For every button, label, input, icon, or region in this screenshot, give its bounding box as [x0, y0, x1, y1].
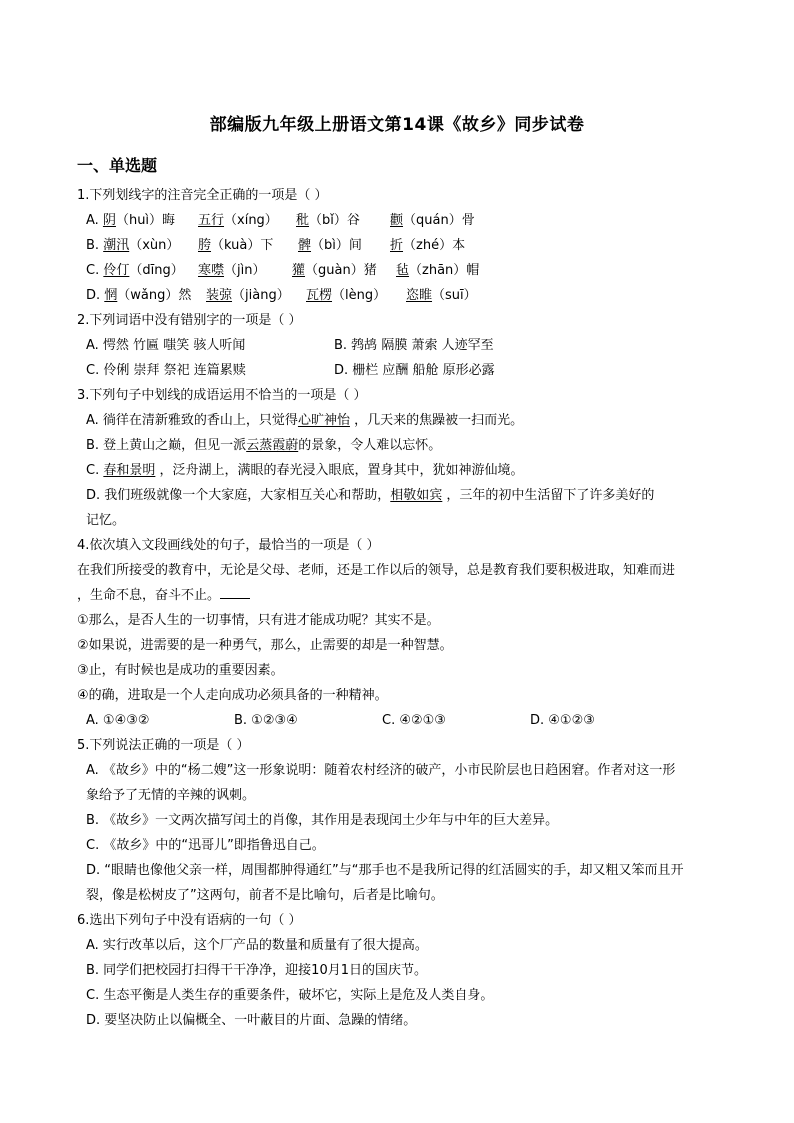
- q3-c-text2: ，泛舟湖上，满眼的春光浸入眼底，置身其中，犹如神游仙境。: [155, 463, 524, 478]
- q5-option-a[interactable]: A. 《故乡》中的“杨二嫂”这一形象说明：随着农村经济的破产，小市民阶层也日趋困窘。作者对这一形: [86, 763, 676, 778]
- q4-option-c[interactable]: C. ④②①③: [382, 713, 446, 728]
- q1-c-word4: 毡: [396, 263, 410, 278]
- q1-b-word1: 潮汛: [103, 238, 130, 253]
- q1-b-reading3: （bì）间: [311, 238, 362, 253]
- q6-option-d[interactable]: D. 要坚决防止以偏概全、一叶蔽目的片面、急躁的情绪。: [86, 1013, 417, 1028]
- q1-option-b[interactable]: [86, 236, 179, 256]
- q4-sentence-2: ②如果说，进需要的是一种勇气，那么，止需要的却是一种智慧。: [77, 638, 453, 653]
- q5-option-b[interactable]: B. 《故乡》一文两次描写闰土的肖像，其作用是表现闰土少年与中年的巨大差异。: [86, 813, 559, 828]
- q3-d-idiom: 相敬如宾: [390, 488, 443, 503]
- q1-c-prefix: C.: [86, 263, 104, 278]
- q1-option-d[interactable]: [86, 286, 191, 306]
- page-title: 部编版九年级上册语文第14课《故乡》同步试卷: [209, 115, 585, 135]
- q3-b-text2: 的景象，令人难以忘怀。: [298, 438, 442, 453]
- q4-passage-line2: [77, 586, 250, 606]
- q6-option-b[interactable]: B. 同学们把校园打扫得干干净净，迎接10月1日的国庆节。: [86, 963, 427, 978]
- q1-d-reading1: （wǎng）然: [117, 288, 192, 303]
- q2-option-a[interactable]: A. 愕然 竹匾 嗤笑 骇人听闻: [86, 338, 246, 353]
- q3-a-text1: A. 徜徉在清新雅致的香山上，只觉得: [86, 413, 298, 428]
- q5-option-a-cont: 象给予了无情的辛辣的讽刺。: [86, 788, 256, 803]
- q1-b-word2: 胯: [198, 238, 212, 253]
- q1-a-word3: 秕: [296, 213, 310, 228]
- q1-a-word2: 五行: [198, 213, 225, 228]
- q4-passage-text: ，生命不息，奋斗不止。: [77, 588, 221, 603]
- q3-option-d[interactable]: [86, 486, 654, 506]
- q4-sentence-1: ①那么，是否人生的一切事情，只有进才能成功呢？其实不是。: [77, 613, 440, 628]
- q1-a-item3: [296, 211, 360, 231]
- q1-b-reading2: （kuà）下: [211, 238, 274, 253]
- q1-d-word3: 瓦楞: [306, 288, 333, 303]
- q4-option-b[interactable]: B. ①②③④: [234, 713, 298, 728]
- q4-sentence-3: ③止，有时候也是成功的重要因素。: [77, 663, 284, 678]
- q1-a-reading2: （xíng）: [224, 213, 278, 228]
- q4-option-a[interactable]: A. ①④③②: [86, 713, 150, 728]
- q3-option-d-cont: 记忆。: [86, 513, 126, 528]
- q3-option-a[interactable]: [86, 411, 523, 431]
- q1-c-item4: [396, 261, 479, 281]
- q1-c-item2: [198, 261, 265, 281]
- q1-stem: 1.下列划线字的注音完全正确的一项是（ ）: [77, 188, 328, 203]
- q6-option-c[interactable]: C. 生态平衡是人类生存的重要条件，破坏它，实际上是危及人类自身。: [86, 988, 494, 1003]
- q3-a-text2: ，几天来的焦躁被一扫而光。: [349, 413, 524, 428]
- q1-b-word3: 髀: [298, 238, 312, 253]
- q4-sentence-4: ④的确，进取是一个人走向成功必须具备的一种精神。: [77, 688, 388, 703]
- q1-c-word1: 伶仃: [103, 263, 130, 278]
- q3-c-idiom: 春和景明: [103, 463, 156, 478]
- q1-option-c[interactable]: [86, 261, 184, 281]
- q1-a-reading3: （bǐ）谷: [309, 213, 360, 228]
- q1-b-reading4: （zhé）本: [403, 238, 466, 253]
- q1-b-word4: 折: [390, 238, 404, 253]
- q1-a-word1: 阴: [102, 213, 116, 228]
- q1-a-item4: [390, 211, 475, 231]
- q1-d-item3: [306, 286, 386, 306]
- q2-stem: 2.下列词语中没有错别字的一项是（ ）: [77, 313, 302, 328]
- q5-option-d-cont: 裂，像是松树皮了”这两句，前者不是比喻句，后者是比喻句。: [86, 888, 444, 903]
- q1-d-reading2: （jiàng）: [232, 288, 290, 303]
- q5-option-c[interactable]: C. 《故乡》中的“迅哥儿”即指鲁迅自己。: [86, 838, 325, 853]
- q1-d-word4: 恣睢: [406, 288, 433, 303]
- q4-option-d[interactable]: D. ④①②③: [530, 713, 595, 728]
- q1-a-word4: 颧: [390, 213, 404, 228]
- q4-stem: 4.依次填入文段画线处的句子，最恰当的一项是（ ）: [77, 538, 380, 553]
- q1-d-reading3: （lèng）: [332, 288, 387, 303]
- q1-option-a[interactable]: [86, 211, 175, 231]
- q3-d-text2: ，三年的初中生活留下了许多美好的: [442, 488, 655, 503]
- section-heading: 一、单选题: [77, 156, 158, 175]
- q1-d-item4: [406, 286, 477, 306]
- q1-a-item2: [198, 211, 278, 231]
- q6-stem: 6.选出下列句子中没有语病的一句（ ）: [77, 913, 302, 928]
- q1-c-reading2: （jìn）: [224, 263, 266, 278]
- q1-c-word2: 寒噤: [198, 263, 225, 278]
- q1-c-reading3: （guàn）猪: [305, 263, 377, 278]
- q1-c-reading1: （dīng）: [129, 263, 184, 278]
- q1-d-reading4: （suī）: [432, 288, 477, 303]
- q3-b-idiom: 云蒸霞蔚: [246, 438, 299, 453]
- q3-option-b[interactable]: [86, 436, 441, 456]
- q1-b-reading1: （xùn）: [129, 238, 180, 253]
- q1-b-item3: [298, 236, 362, 256]
- q5-stem: 5.下列说法正确的一项是（ ）: [77, 738, 250, 753]
- q4-fill-blank: [220, 586, 250, 599]
- q2-option-b[interactable]: B. 鹁鸪 隔膜 萧索 人迹罕至: [334, 338, 494, 353]
- q1-c-word3: 獾: [292, 263, 306, 278]
- q1-b-item4: [390, 236, 465, 256]
- q1-a-reading4: （quán）骨: [403, 213, 475, 228]
- q1-c-item3: [292, 261, 377, 281]
- q3-c-text1: C.: [86, 463, 104, 478]
- q1-c-reading4: （zhān）帽: [409, 263, 480, 278]
- q6-option-a[interactable]: A. 实行改革以后，这个厂产品的数量和质量有了很大提高。: [86, 938, 428, 953]
- q3-stem: 3.下列句子中划线的成语运用不恰当的一项是（ ）: [77, 388, 367, 403]
- q1-b-prefix: B.: [86, 238, 104, 253]
- q1-d-item2: [206, 286, 290, 306]
- q1-b-item2: [198, 236, 273, 256]
- q3-b-text1: B. 登上黄山之巅，但见一派: [86, 438, 247, 453]
- q1-d-word2: 装弶: [206, 288, 233, 303]
- q2-option-c[interactable]: C. 伶俐 崇拜 祭祀 连篇累赎: [86, 363, 246, 378]
- q2-option-d[interactable]: D. 栅栏 应酬 船舱 原形必露: [334, 363, 495, 378]
- q1-a-reading1: （huì）晦: [115, 213, 176, 228]
- q3-a-idiom: 心旷神怡: [297, 413, 350, 428]
- q1-d-word1: 惘: [104, 288, 118, 303]
- q1-a-prefix: A.: [86, 213, 103, 228]
- q3-d-text1: D. 我们班级就像一个大家庭，大家相互关心和帮助，: [86, 488, 391, 503]
- q5-option-d[interactable]: D. “眼睛也像他父亲一样，周围都肿得通红”与“那手也不是我所记得的红活圆实的手，却又粗又笨而且开: [86, 863, 684, 878]
- q3-option-c[interactable]: [86, 461, 524, 481]
- q1-d-prefix: D.: [86, 288, 105, 303]
- q4-passage-line1: 在我们所接受的教育中，无论是父母、老师，还是工作以后的领导，总是教育我们要积极进取，知难而进: [77, 563, 676, 578]
